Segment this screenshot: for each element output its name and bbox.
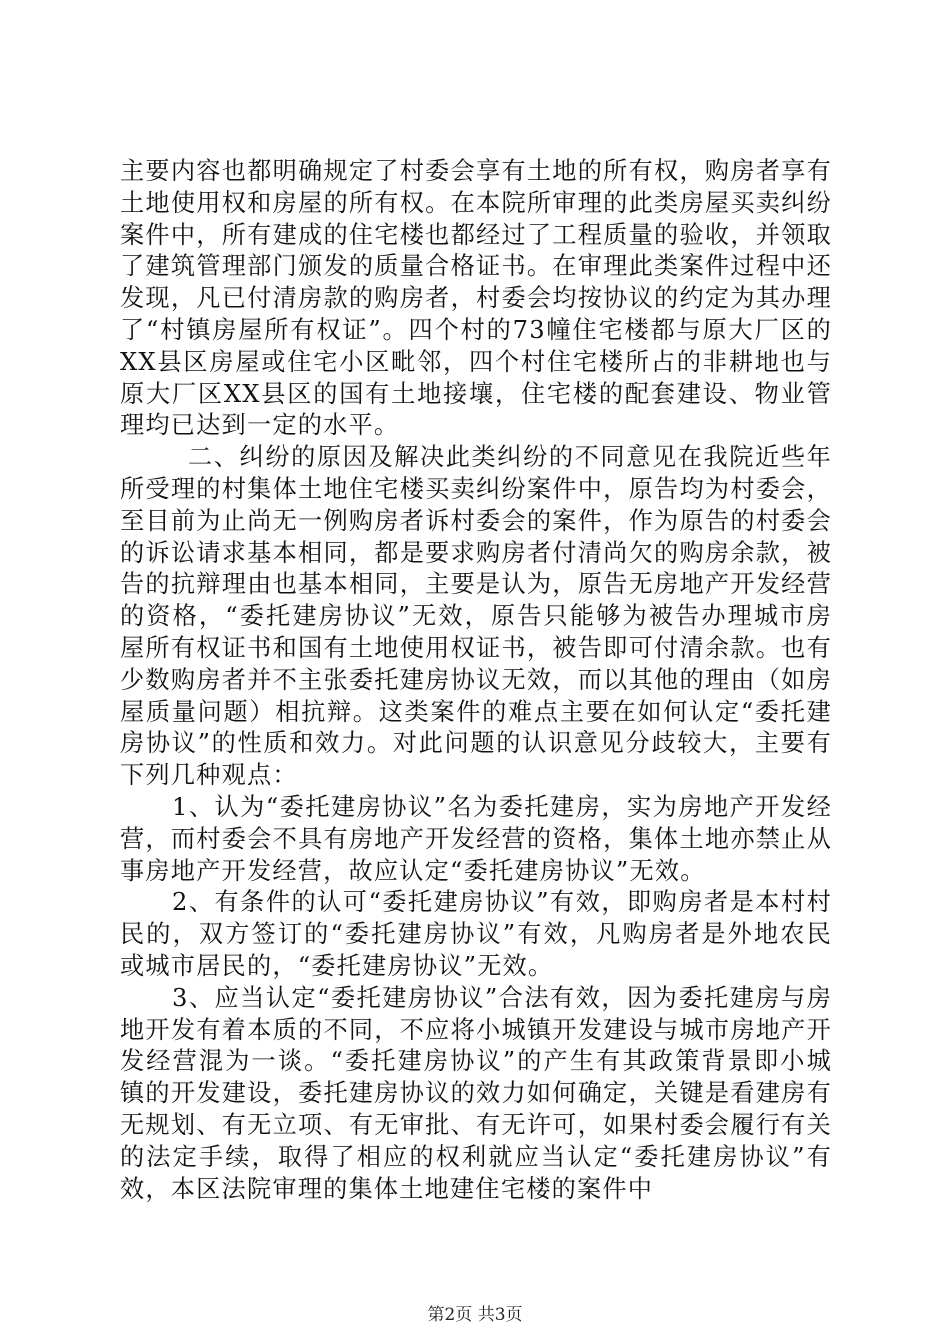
document-body [120,156,832,1205]
paragraph-ownership-rights: 主要内容也都明确规定了村委会享有土地的所有权，购房者享有土地使用权和房屋的所有权。在本院所审理的此类房屋买卖纠纷案件中，所有建成的住宅楼也都经过了工程质量的验收，并领取了建筑管理部门颁发的质量合格证书。在审理此类案件过程中还发现，凡已付清房款的购房者，村委会均按协议的约定为其办理了“村镇房屋所有权证”。四个村的73幢住宅楼都与原大厂区的XX县区房屋或住宅小区毗邻，四个村住宅楼所占的非耕地也与原大厂区XX县区的国有土地接壤，住宅楼的配套建设、物业管理均已达到一定的水平。 [120,157,832,440]
paragraph-view-1: 1、认为“委托建房协议”名为委托建房，实为房地产开发经营，而村委会不具有房地产开发经营的资格，集体土地亦禁止从事房地产开发经营，故应认定“委托建房协议”无效。 [120,792,832,885]
page-number-footer: 第2页 共3页 [427,1305,523,1325]
paragraph-view-2: 2、有条件的认可“委托建房协议”有效，即购房者是本村村民的，双方签订的“委托建房协议”有效，凡购房者是外地农民或城市居民的，“委托建房协议”无效。 [120,888,832,980]
paragraph-dispute-causes: 二、纠纷的原因及解决此类纠纷的不同意见在我院近些年所受理的村集体土地住宅楼买卖纠纷案件中，原告均为村委会，至目前为止尚无一例购房者诉村委会的案件，作为原告的村委会的诉讼请求基本相同，都是要求购房者付清尚欠的购房余款，被告的抗辩理由也基本相同，主要是认为，原告无房地产开发经营的资格，“委托建房协议”无效，原告只能够为被告办理城市房屋所有权证书和国有土地使用权证书，被告即可付清余款。也有少数购房者并不主张委托建房协议无效，而以其他的理由（如房屋质量问题）相抗辩。这类案件的难点主要在如何认定“委托建房协议”的性质和效力。对此问题的认识意见分歧较大，主要有下列几种观点： [120,443,832,790]
paragraph-view-3: 3、应当认定“委托建房协议”合法有效，因为委托建房与房地开发有着本质的不同，不应将小城镇开发建设与城市房地产开发经营混为一谈。“委托建房协议”的产生有其政策背景即小城镇的开发建设，委托建房协议的效力如何确定，关键是看建房有无规划、有无立项、有无审批、有无许可，如果村委会履行有关的法定手续，取得了相应的权利就应当认定“委托建房协议”有效，本区法院审理的集体土地建住宅楼的案件中 [120,983,832,1203]
